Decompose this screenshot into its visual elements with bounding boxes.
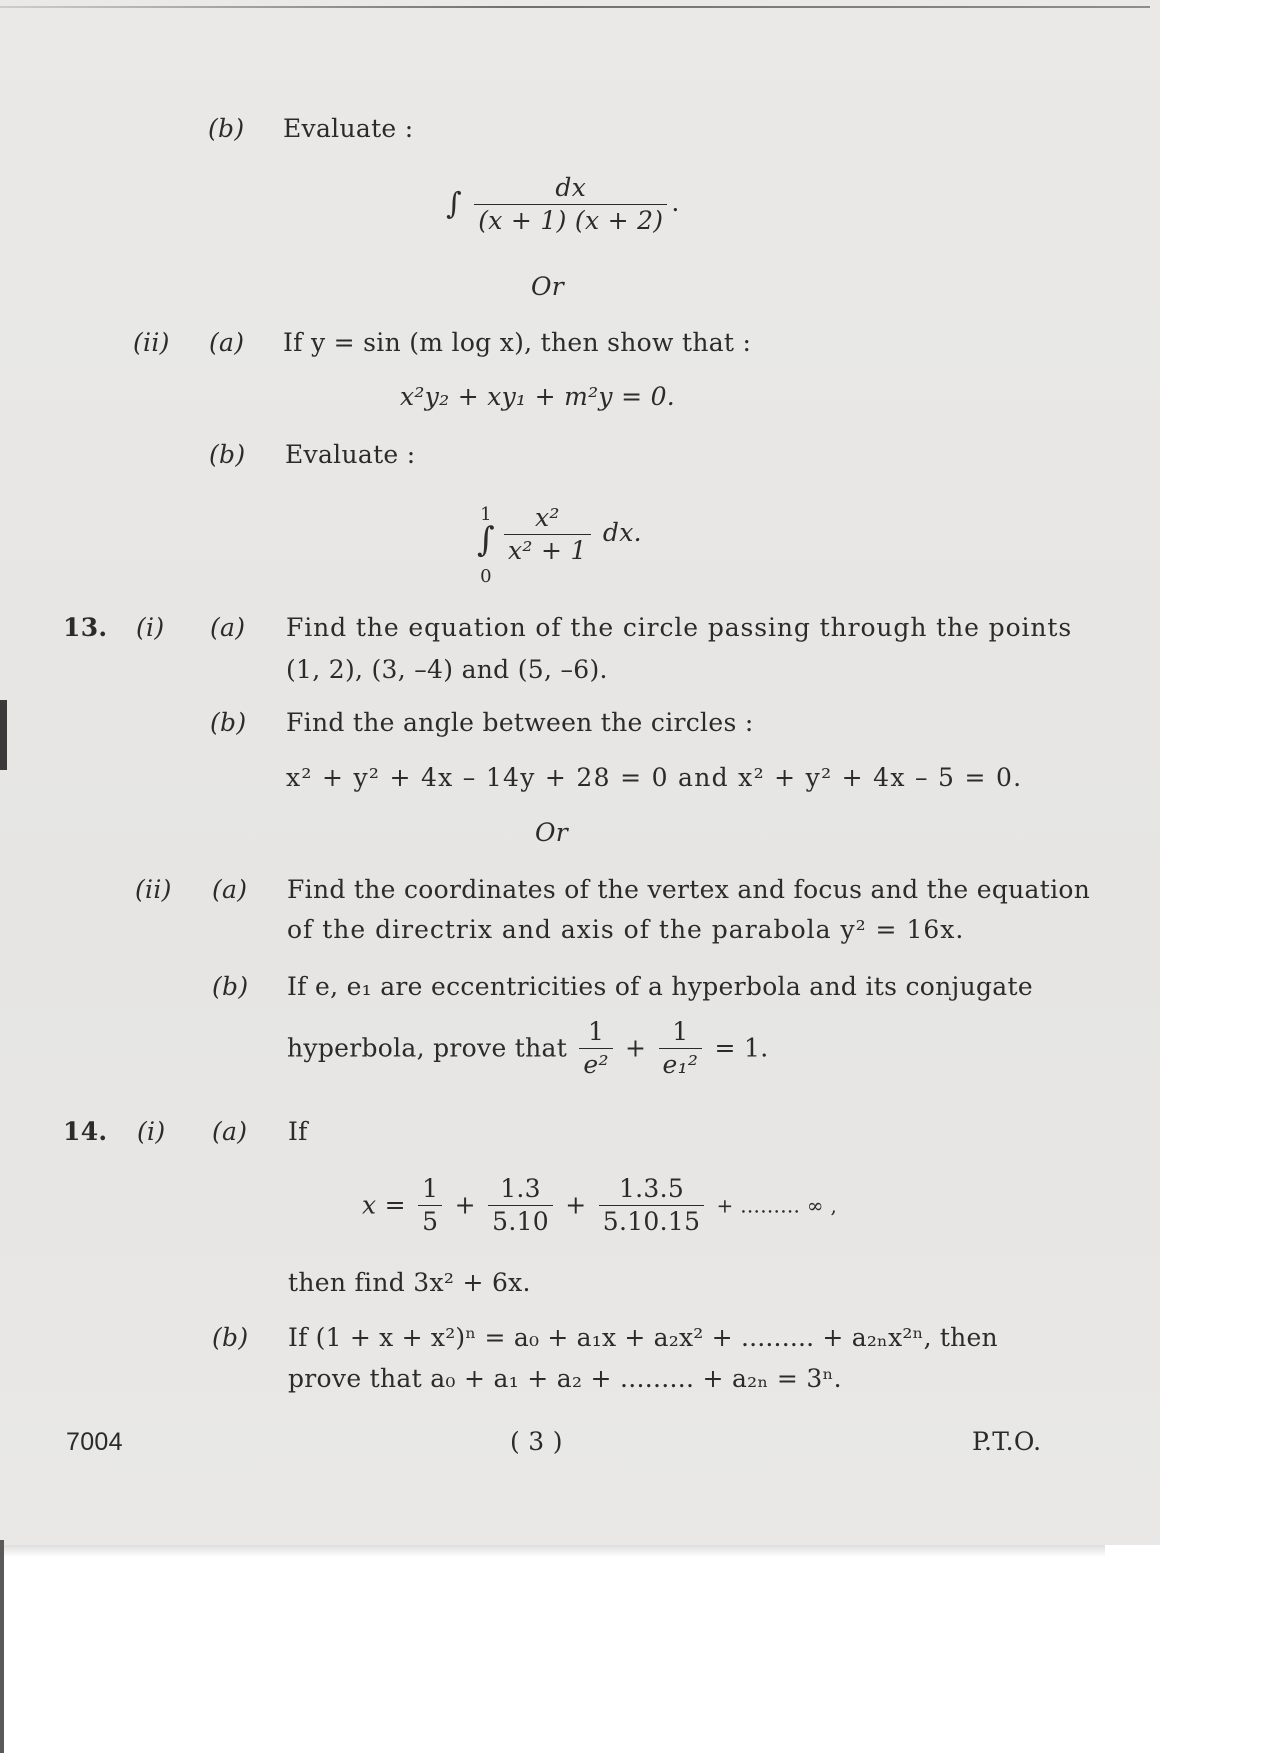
q13-ib-line2: x² + y² + 4x – 14y + 28 = 0 and x² + y² + 4x – 5 = 0. xyxy=(286,763,1023,792)
fraction xyxy=(504,504,591,565)
denominator: 5.10 xyxy=(488,1205,553,1236)
q14-ib-line2: prove that a₀ + a₁ + a₂ + ......... + a₂ₙ = 3ⁿ. xyxy=(288,1364,842,1393)
plus-sign: + xyxy=(565,1190,587,1220)
q13-iib-line2 xyxy=(287,1018,768,1088)
page-number: ( 3 ) xyxy=(510,1427,563,1456)
differential: dx. xyxy=(602,518,642,547)
denominator: 5.10.15 xyxy=(599,1205,705,1236)
line2-text: hyperbola, prove that xyxy=(287,1033,568,1063)
lower-limit: 0 xyxy=(480,566,492,587)
q13-ib-label: (b) xyxy=(210,708,247,737)
x-equals: x = xyxy=(362,1190,406,1220)
upper-limit: 1 xyxy=(480,504,492,525)
q12-iia-label: (a) xyxy=(209,328,245,357)
denominator: e² xyxy=(579,1048,612,1079)
series-term-1 xyxy=(418,1175,442,1236)
numerator: 1 xyxy=(587,1017,605,1046)
q14-ib-line1: If (1 + x + x²)ⁿ = a₀ + a₁x + a₂x² + ......... + a₂ₙx²ⁿ, then xyxy=(288,1323,998,1352)
q12-iib-text: Evaluate : xyxy=(285,440,416,469)
binding-mark xyxy=(0,700,7,770)
q13-iib-line1: If e, e₁ are eccentricities of a hyperbola and its conjugate xyxy=(287,972,1033,1001)
q14-ia-if: If xyxy=(288,1117,308,1146)
period: . xyxy=(671,188,680,217)
numerator: 1 xyxy=(422,1174,439,1203)
q13-ia-line2: (1, 2), (3, –4) and (5, –6). xyxy=(286,655,608,684)
q12-iib-fraction xyxy=(500,504,642,565)
q12-ib-fraction xyxy=(474,174,667,235)
series-tail: + ......... ∞ , xyxy=(716,1193,838,1218)
q14-i-label: (i) xyxy=(137,1117,166,1146)
q12-iib-label: (b) xyxy=(209,440,246,469)
q14-ia-label: (a) xyxy=(212,1117,248,1146)
denominator: e₁² xyxy=(659,1048,703,1079)
q12-iia-equation: x²y₂ + xy₁ + m²y = 0. xyxy=(400,382,676,411)
numerator: 1.3 xyxy=(500,1174,541,1203)
denominator: (x + 1) (x + 2) xyxy=(474,204,667,235)
pto-label: P.T.O. xyxy=(972,1427,1042,1456)
scan-edge-shadow xyxy=(0,1540,4,1753)
q13-i-label: (i) xyxy=(136,613,165,642)
or-divider-2: Or xyxy=(535,818,569,847)
denominator: x² + 1 xyxy=(504,534,591,565)
q12-ii-label: (ii) xyxy=(133,328,170,357)
fraction-1 xyxy=(579,1018,612,1079)
numerator: x² xyxy=(534,503,560,532)
q13-ia-line1: Find the equation of the circle passing through the points xyxy=(286,613,1073,642)
denominator: 5 xyxy=(418,1205,442,1236)
plus-sign: + xyxy=(454,1190,476,1220)
numerator: dx xyxy=(555,173,587,202)
q13-ia-label: (a) xyxy=(210,613,246,642)
q14-ib-label: (b) xyxy=(212,1323,249,1352)
q13-iia-label: (a) xyxy=(212,875,248,904)
page-top-edge xyxy=(0,6,1150,8)
q14-ia-then: then find 3x² + 6x. xyxy=(288,1268,531,1297)
q13-ib-line1: Find the angle between the circles : xyxy=(286,708,754,737)
q13-iib-label: (b) xyxy=(212,972,249,1001)
equals-one: = 1. xyxy=(714,1033,769,1063)
q13-iia-line1: Find the coordinates of the vertex and focus and the equation xyxy=(287,875,1091,904)
integral-sign: ∫ xyxy=(476,520,495,560)
q12-ib-integral xyxy=(446,174,680,244)
q12-ib-text: Evaluate : xyxy=(283,114,414,143)
numerator: 1 xyxy=(672,1017,689,1046)
q14-ia-series xyxy=(362,1175,837,1245)
or-divider-1: Or xyxy=(531,272,565,301)
q14-number: 14. xyxy=(63,1117,108,1146)
numerator: 1.3.5 xyxy=(618,1174,685,1203)
integral-sign: ∫ xyxy=(446,186,462,222)
q13-iia-line2: of the directrix and axis of the parabola y² = 16x. xyxy=(287,915,965,944)
page-bottom-edge xyxy=(0,1545,1105,1557)
plus-sign: + xyxy=(625,1033,647,1063)
q12-iia-text: If y = sin (m log x), then show that : xyxy=(283,328,752,357)
series-term-3 xyxy=(599,1175,705,1236)
q13-ii-label: (ii) xyxy=(135,875,172,904)
q12-ib-label: (b) xyxy=(208,114,245,143)
fraction-2 xyxy=(659,1018,703,1079)
q13-number: 13. xyxy=(63,613,108,642)
series-term-2 xyxy=(488,1175,553,1236)
paper-code: 7004 xyxy=(66,1428,123,1456)
